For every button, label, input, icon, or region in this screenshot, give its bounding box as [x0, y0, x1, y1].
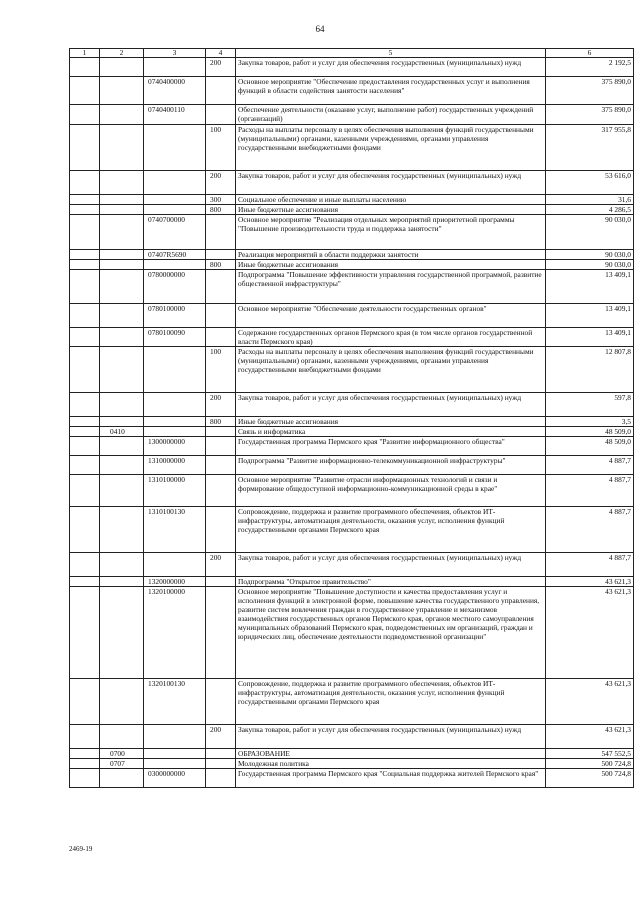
- cell-c6: 500 724,8: [546, 769, 634, 788]
- cell-c4: [206, 577, 236, 587]
- cell-c2: [100, 105, 144, 125]
- cell-c6: 4 887,7: [546, 456, 634, 475]
- cell-c6: 43 621,3: [546, 679, 634, 725]
- cell-c3: [144, 125, 206, 171]
- table-row: [70, 725, 634, 749]
- cell-c6: 48 509,0: [546, 427, 634, 437]
- cell-c4: 800: [206, 260, 236, 270]
- cell-c2: 0410: [100, 427, 144, 437]
- cell-c5: Сопровождение, поддержка и развитие программного обеспечения, объектов ИТ-инфраструктуры, автоматизация деятельности, оказания услуг, исполнения функций государственными органами Пермского края: [236, 507, 546, 553]
- cell-c4: 200: [206, 725, 236, 749]
- cell-c2: [100, 507, 144, 553]
- cell-c5: Содержание государственных органов Пермского края (в том числе органов государственной власти Пермского края): [236, 328, 546, 347]
- cell-c3: 1320000000: [144, 577, 206, 587]
- table-row: [70, 250, 634, 260]
- cell-c6: 13 409,1: [546, 304, 634, 328]
- cell-c5: Закупка товаров, работ и услуг для обеспечения государственных (муниципальных) нужд: [236, 553, 546, 577]
- cell-c1: [70, 205, 100, 215]
- budget-table: [69, 48, 634, 788]
- cell-c3: [144, 58, 206, 77]
- cell-c2: [100, 437, 144, 456]
- cell-c1: [70, 304, 100, 328]
- cell-c3: 0300000000: [144, 769, 206, 788]
- cell-c6: 2 192,5: [546, 58, 634, 77]
- cell-c3: [144, 427, 206, 437]
- cell-c2: [100, 77, 144, 105]
- cell-c1: [70, 427, 100, 437]
- cell-c2: [100, 195, 144, 205]
- cell-c6: 500 724,8: [546, 759, 634, 769]
- cell-c3: 1300000000: [144, 437, 206, 456]
- cell-c1: [70, 475, 100, 507]
- cell-c4: 300: [206, 195, 236, 205]
- cell-c2: [100, 725, 144, 749]
- cell-c2: [100, 553, 144, 577]
- cell-c4: 200: [206, 553, 236, 577]
- cell-c4: [206, 270, 236, 304]
- cell-c6: 4 887,7: [546, 553, 634, 577]
- table-row: [70, 215, 634, 250]
- table-row: [70, 58, 634, 77]
- cell-c5: Основное мероприятие "Повышение доступности и качества предоставления услуг и исполнения функций в электронной форме, повышение качества государственного управления, развитие систем вовлечения граждан в государственное управление и механизмов взаимодействия государственных органов Пермского края, органов местного самоуправления муниципальных образований Пермского края, подведомственных им организаций, граждан и юридических лиц, обеспечение деятельности подведомственной организации": [236, 587, 546, 679]
- cell-c3: [144, 171, 206, 195]
- cell-c3: 0740700000: [144, 215, 206, 250]
- cell-c6: 12 807,8: [546, 347, 634, 393]
- cell-c4: [206, 427, 236, 437]
- table-row: [70, 427, 634, 437]
- table-row: [70, 77, 634, 105]
- table-row: [70, 347, 634, 393]
- cell-c1: [70, 587, 100, 679]
- cell-c4: 800: [206, 417, 236, 427]
- cell-c3: [144, 205, 206, 215]
- cell-c1: [70, 215, 100, 250]
- table-row: [70, 577, 634, 587]
- cell-c4: [206, 105, 236, 125]
- document-code: 2469-19: [69, 845, 93, 853]
- cell-c1: [70, 759, 100, 769]
- cell-c1: [70, 769, 100, 788]
- cell-c4: [206, 250, 236, 260]
- cell-c1: [70, 437, 100, 456]
- cell-c1: [70, 328, 100, 347]
- cell-c2: [100, 769, 144, 788]
- cell-c2: [100, 205, 144, 215]
- table-row: [70, 328, 634, 347]
- cell-c3: 1320100130: [144, 679, 206, 725]
- cell-c3: 1310100130: [144, 507, 206, 553]
- cell-c1: [70, 749, 100, 759]
- cell-c6: 547 552,5: [546, 749, 634, 759]
- cell-c6: 597,8: [546, 393, 634, 417]
- cell-c2: [100, 347, 144, 393]
- header-row: [70, 49, 634, 58]
- cell-c4: 200: [206, 393, 236, 417]
- cell-c1: [70, 125, 100, 171]
- cell-c4: [206, 759, 236, 769]
- cell-c3: 0740400000: [144, 77, 206, 105]
- cell-c5: Государственная программа Пермского края "Развитие информационного общества": [236, 437, 546, 456]
- cell-c4: 200: [206, 58, 236, 77]
- cell-c4: 100: [206, 125, 236, 171]
- cell-c2: [100, 393, 144, 417]
- table-row: [70, 125, 634, 171]
- cell-c6: 90 030,0: [546, 215, 634, 250]
- table-row: [70, 195, 634, 205]
- cell-c1: [70, 679, 100, 725]
- cell-c5: Закупка товаров, работ и услуг для обеспечения государственных (муниципальных) нужд: [236, 58, 546, 77]
- table-row: [70, 260, 634, 270]
- cell-c5: Иные бюджетные ассигнования: [236, 205, 546, 215]
- cell-c2: [100, 250, 144, 260]
- cell-c4: [206, 77, 236, 105]
- cell-c6: 317 955,8: [546, 125, 634, 171]
- cell-c5: Иные бюджетные ассигнования: [236, 260, 546, 270]
- cell-c5: Подпрограмма "Повышение эффективности управления государственной программой, развитие общественной инфраструктуры": [236, 270, 546, 304]
- cell-c3: [144, 417, 206, 427]
- table-row: [70, 553, 634, 577]
- cell-c6: 13 409,1: [546, 328, 634, 347]
- cell-c1: [70, 260, 100, 270]
- cell-c6: 43 621,3: [546, 587, 634, 679]
- table-row: [70, 171, 634, 195]
- cell-c5: Основное мероприятие "Реализация отдельных мероприятий приоритетной программы "Повышение производительности труда и поддержка занятости": [236, 215, 546, 250]
- cell-c6: 43 621,3: [546, 725, 634, 749]
- cell-c5: Расходы на выплаты персоналу в целях обеспечения выполнения функций государственными (муниципальными) органами, казенными учреждениями, органами управления государственными внебюджетными фондами: [236, 125, 546, 171]
- cell-c4: [206, 328, 236, 347]
- cell-c2: [100, 577, 144, 587]
- cell-c5: Основное мероприятие "Обеспечение деятельности государственных органов": [236, 304, 546, 328]
- table-row: [70, 270, 634, 304]
- header-col-4: 4: [206, 49, 236, 58]
- cell-c4: [206, 437, 236, 456]
- cell-c3: [144, 347, 206, 393]
- cell-c2: [100, 270, 144, 304]
- cell-c4: [206, 304, 236, 328]
- cell-c5: Реализация мероприятий в области поддержки занятости: [236, 250, 546, 260]
- cell-c1: [70, 58, 100, 77]
- cell-c5: Подпрограмма "Развитие информационно-телекоммуникационной инфраструктуры": [236, 456, 546, 475]
- header-col-6: 6: [546, 49, 634, 58]
- cell-c1: [70, 171, 100, 195]
- cell-c5: Социальное обеспечение и иные выплаты населению: [236, 195, 546, 205]
- cell-c3: 07407R5690: [144, 250, 206, 260]
- cell-c4: [206, 507, 236, 553]
- cell-c1: [70, 417, 100, 427]
- table-row: [70, 759, 634, 769]
- cell-c3: [144, 260, 206, 270]
- cell-c1: [70, 725, 100, 749]
- cell-c6: 3,5: [546, 417, 634, 427]
- cell-c6: 90 030,0: [546, 260, 634, 270]
- cell-c1: [70, 105, 100, 125]
- table-row: [70, 769, 634, 788]
- cell-c4: [206, 456, 236, 475]
- cell-c1: [70, 77, 100, 105]
- cell-c3: [144, 553, 206, 577]
- cell-c3: 1310000000: [144, 456, 206, 475]
- cell-c2: [100, 304, 144, 328]
- table-row: [70, 475, 634, 507]
- header-col-5: 5: [236, 49, 546, 58]
- cell-c4: 800: [206, 205, 236, 215]
- cell-c5: Связь и информатика: [236, 427, 546, 437]
- cell-c2: [100, 679, 144, 725]
- cell-c3: [144, 725, 206, 749]
- cell-c1: [70, 270, 100, 304]
- cell-c4: 100: [206, 347, 236, 393]
- cell-c1: [70, 456, 100, 475]
- cell-c2: [100, 125, 144, 171]
- cell-c3: [144, 393, 206, 417]
- cell-c6: 31,6: [546, 195, 634, 205]
- cell-c4: 200: [206, 171, 236, 195]
- cell-c5: Подпрограмма "Открытое правительство": [236, 577, 546, 587]
- table-body: [70, 58, 634, 788]
- cell-c2: [100, 260, 144, 270]
- cell-c1: [70, 393, 100, 417]
- cell-c3: 0780100000: [144, 304, 206, 328]
- cell-c5: Обеспечение деятельности (оказание услуг, выполнение работ) государственных учреждений (организаций): [236, 105, 546, 125]
- page-number: 64: [315, 24, 325, 34]
- cell-c4: [206, 215, 236, 250]
- cell-c2: [100, 58, 144, 77]
- cell-c6: 53 616,0: [546, 171, 634, 195]
- cell-c4: [206, 475, 236, 507]
- cell-c2: [100, 587, 144, 679]
- table-row: [70, 417, 634, 427]
- cell-c6: 4 286,5: [546, 205, 634, 215]
- cell-c1: [70, 577, 100, 587]
- cell-c3: 0740400110: [144, 105, 206, 125]
- cell-c3: [144, 759, 206, 769]
- cell-c6: 375 890,0: [546, 77, 634, 105]
- cell-c1: [70, 347, 100, 393]
- cell-c3: 1310100000: [144, 475, 206, 507]
- cell-c6: 48 509,0: [546, 437, 634, 456]
- header-col-3: 3: [144, 49, 206, 58]
- cell-c5: Расходы на выплаты персоналу в целях обеспечения выполнения функций государственными (муниципальными) органами, казенными учреждениями, органами управления государственными внебюджетными фондами: [236, 347, 546, 393]
- cell-c2: [100, 328, 144, 347]
- cell-c6: 13 409,1: [546, 270, 634, 304]
- cell-c4: [206, 587, 236, 679]
- cell-c3: 0780100090: [144, 328, 206, 347]
- cell-c5: Закупка товаров, работ и услуг для обеспечения государственных (муниципальных) нужд: [236, 393, 546, 417]
- table-row: [70, 205, 634, 215]
- cell-c3: 0780000000: [144, 270, 206, 304]
- table-row: [70, 749, 634, 759]
- cell-c1: [70, 195, 100, 205]
- table-row: [70, 456, 634, 475]
- table-row: [70, 304, 634, 328]
- cell-c2: [100, 456, 144, 475]
- cell-c5: Сопровождение, поддержка и развитие программного обеспечения, объектов ИТ-инфраструктуры, автоматизация деятельности, оказания услуг, исполнения функций государственными органами Пермского края: [236, 679, 546, 725]
- cell-c2: [100, 475, 144, 507]
- cell-c6: 4 887,7: [546, 475, 634, 507]
- table-row: [70, 437, 634, 456]
- cell-c2: [100, 171, 144, 195]
- cell-c3: 1320100000: [144, 587, 206, 679]
- cell-c5: Основное мероприятие "Развитие отрасли информационных технологий и связи и формирование общедоступной информационно-коммуникационной среды в крае": [236, 475, 546, 507]
- cell-c2: [100, 417, 144, 427]
- cell-c2: 0707: [100, 759, 144, 769]
- cell-c2: [100, 215, 144, 250]
- cell-c1: [70, 250, 100, 260]
- cell-c6: 90 030,0: [546, 250, 634, 260]
- table-row: [70, 507, 634, 553]
- table-row: [70, 393, 634, 417]
- cell-c3: [144, 749, 206, 759]
- cell-c1: [70, 553, 100, 577]
- cell-c5: Закупка товаров, работ и услуг для обеспечения государственных (муниципальных) нужд: [236, 725, 546, 749]
- table-row: [70, 105, 634, 125]
- cell-c4: [206, 769, 236, 788]
- cell-c5: ОБРАЗОВАНИЕ: [236, 749, 546, 759]
- cell-c6: 4 887,7: [546, 507, 634, 553]
- cell-c4: [206, 679, 236, 725]
- cell-c5: Государственная программа Пермского края "Социальная поддержка жителей Пермского края": [236, 769, 546, 788]
- header-col-2: 2: [100, 49, 144, 58]
- cell-c5: Молодежная политика: [236, 759, 546, 769]
- cell-c1: [70, 507, 100, 553]
- cell-c5: Закупка товаров, работ и услуг для обеспечения государственных (муниципальных) нужд: [236, 171, 546, 195]
- table-row: [70, 587, 634, 679]
- table-row: [70, 679, 634, 725]
- cell-c3: [144, 195, 206, 205]
- cell-c5: Основное мероприятие "Обеспечение предоставления государственных услуг и выполнения функций в области содействия занятости населения": [236, 77, 546, 105]
- cell-c2: 0700: [100, 749, 144, 759]
- cell-c6: 375 890,0: [546, 105, 634, 125]
- cell-c5: Иные бюджетные ассигнования: [236, 417, 546, 427]
- cell-c6: 43 621,3: [546, 577, 634, 587]
- header-col-1: 1: [70, 49, 100, 58]
- cell-c4: [206, 749, 236, 759]
